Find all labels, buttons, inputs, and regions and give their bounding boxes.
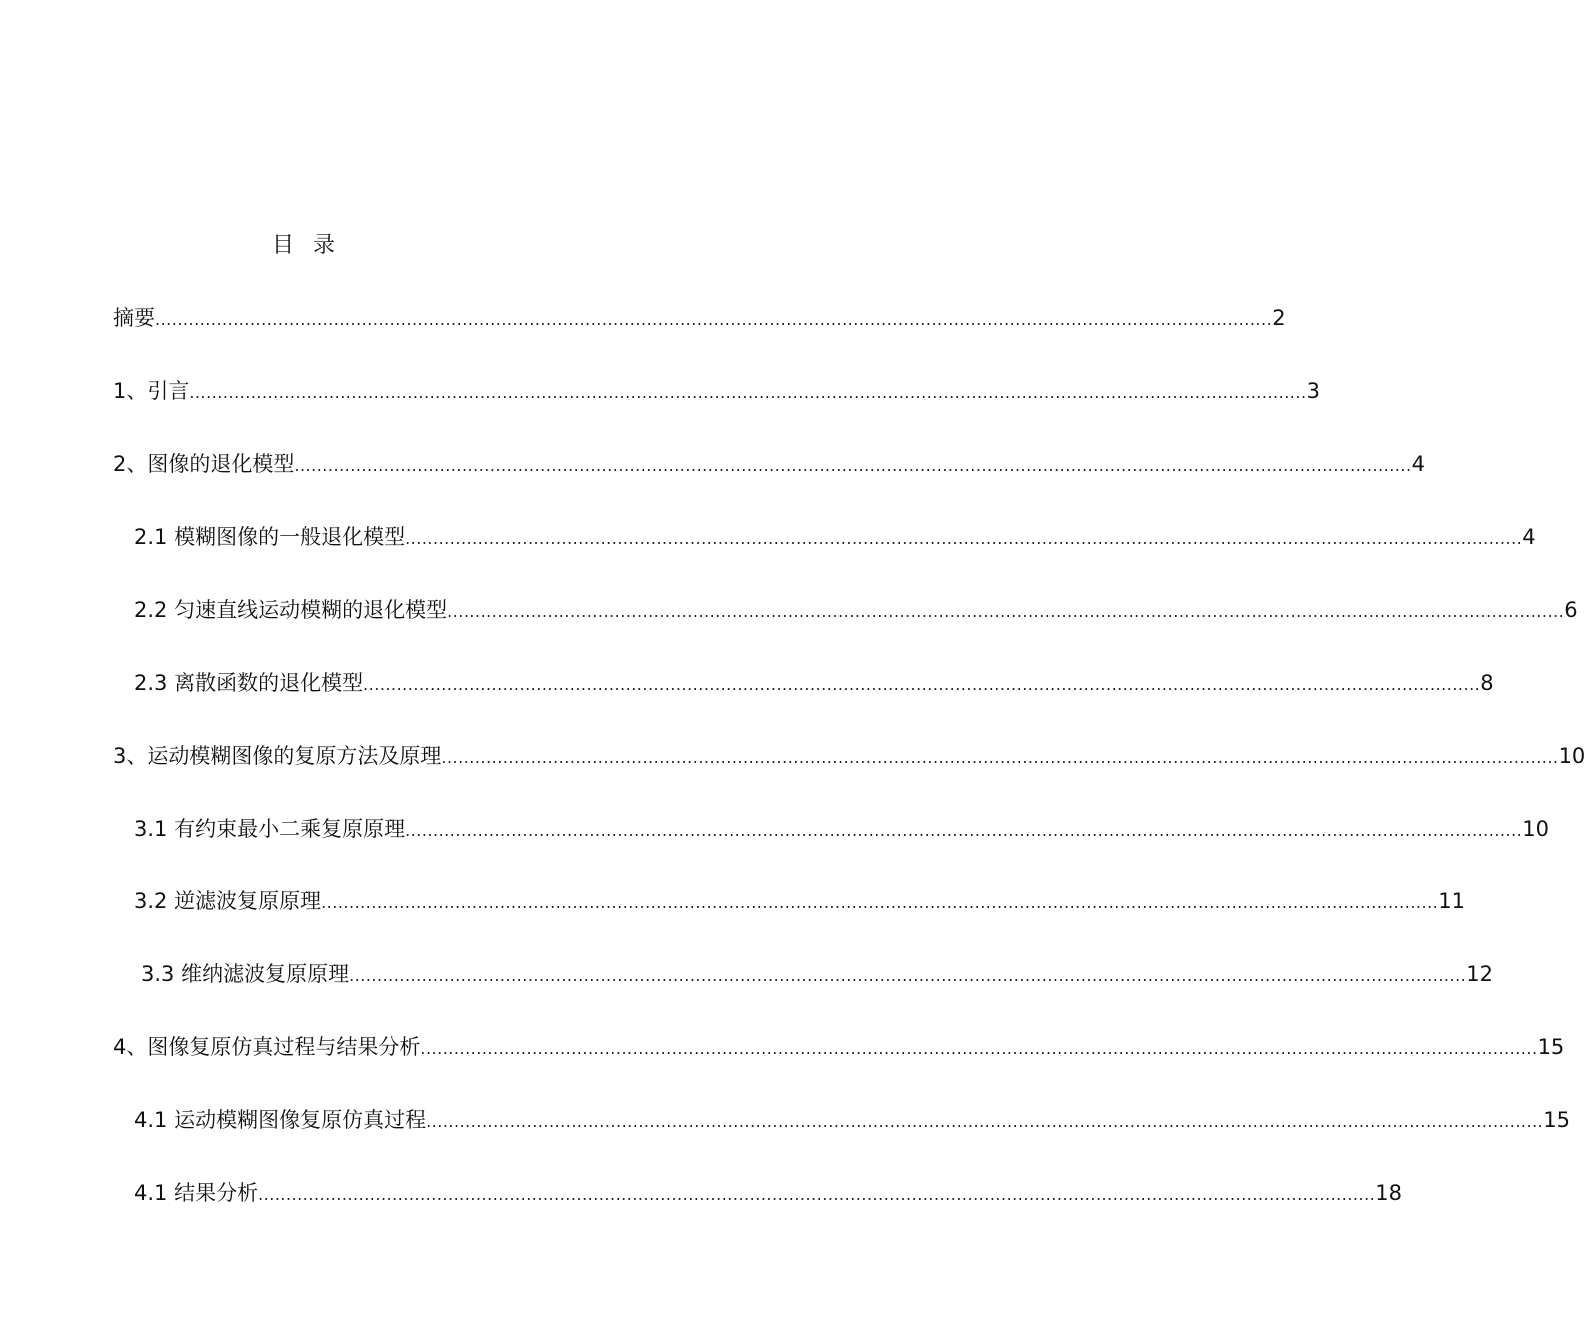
toc-entry-text: 2.3 离散函数的退化模型 bbox=[134, 671, 364, 695]
toc-entry-text: 1、引言 bbox=[113, 379, 190, 403]
toc-entry bbox=[134, 1179, 1402, 1209]
toc-entry-text: 4.1 结果分析 bbox=[134, 1181, 259, 1205]
toc-entry-page: 3 bbox=[1306, 379, 1320, 403]
toc-entry bbox=[113, 304, 1286, 334]
toc-leader-dots: ........................................................................................................................................................................................................ bbox=[405, 821, 1523, 840]
toc-leader-dots: ........................................................................................................................................................................................................ bbox=[426, 1112, 1544, 1131]
toc-leader-dots: ........................................................................................................................................................................................................ bbox=[349, 966, 1467, 985]
toc-entry bbox=[113, 377, 1320, 407]
toc-entry-page: 4 bbox=[1522, 525, 1536, 549]
toc-entry-page: 10 bbox=[1558, 744, 1585, 768]
toc-entry-text: 2.1 模糊图像的一般退化模型 bbox=[134, 525, 406, 549]
toc-entry-text: 3.2 逆滤波复原原理 bbox=[134, 889, 322, 913]
toc-entry-text: 3.3 维纳滤波复原原理 bbox=[141, 962, 350, 986]
toc-entry-page: 4 bbox=[1411, 452, 1425, 476]
toc-entry bbox=[134, 523, 1536, 553]
toc-entry bbox=[113, 1033, 1565, 1063]
toc-entry-page: 11 bbox=[1438, 889, 1465, 913]
toc-entry bbox=[134, 669, 1494, 699]
toc-leader-dots: ........................................................................................................................................................................................................ bbox=[258, 1185, 1376, 1204]
toc-entry bbox=[134, 815, 1549, 845]
toc-entry-text: 3.1 有约束最小二乘复原原理 bbox=[134, 817, 406, 841]
toc-entry bbox=[134, 596, 1578, 626]
toc-entry bbox=[113, 742, 1585, 772]
toc-entry-page: 6 bbox=[1564, 598, 1578, 622]
toc-entry-page: 10 bbox=[1522, 817, 1549, 841]
toc-leader-dots: ........................................................................................................................................................................................................ bbox=[321, 893, 1439, 912]
toc-entry-text: 4.1 运动模糊图像复原仿真过程 bbox=[134, 1108, 427, 1132]
toc-leader-dots: ........................................................................................................................................................................................................ bbox=[447, 602, 1565, 621]
toc-entry-page: 15 bbox=[1543, 1108, 1570, 1132]
toc-entry bbox=[134, 887, 1465, 917]
toc-entry-text: 3、运动模糊图像的复原方法及原理 bbox=[113, 744, 442, 768]
toc-entry-text: 2、图像的退化模型 bbox=[113, 452, 295, 476]
toc-entry bbox=[113, 450, 1425, 480]
toc-entry bbox=[134, 1106, 1570, 1136]
toc-leader-dots: ........................................................................................................................................................................................................ bbox=[363, 675, 1481, 694]
toc-leader-dots: ........................................................................................................................................................................................................ bbox=[441, 748, 1559, 767]
toc-entry-page: 18 bbox=[1375, 1181, 1402, 1205]
toc-entry-text: 4、图像复原仿真过程与结果分析 bbox=[113, 1035, 421, 1059]
toc-entry-page: 15 bbox=[1537, 1035, 1565, 1059]
toc-leader-dots: ........................................................................................................................................................................................................ bbox=[155, 310, 1273, 329]
toc-entry-text: 摘要 bbox=[113, 306, 155, 330]
toc-leader-dots: ........................................................................................................................................................................................................ bbox=[420, 1039, 1538, 1058]
toc-entry-page: 8 bbox=[1480, 671, 1494, 695]
toc-leader-dots: ........................................................................................................................................................................................................ bbox=[294, 456, 1412, 475]
toc-entry-text: 2.2 匀速直线运动模糊的退化模型 bbox=[134, 598, 448, 622]
toc-leader-dots: ........................................................................................................................................................................................................ bbox=[405, 529, 1523, 548]
toc-entry bbox=[141, 960, 1493, 990]
toc-title: 目 录 bbox=[272, 233, 341, 258]
toc-entry-page: 2 bbox=[1272, 306, 1286, 330]
toc-leader-dots: ........................................................................................................................................................................................................ bbox=[189, 383, 1307, 402]
toc-entry-page: 12 bbox=[1466, 962, 1493, 986]
